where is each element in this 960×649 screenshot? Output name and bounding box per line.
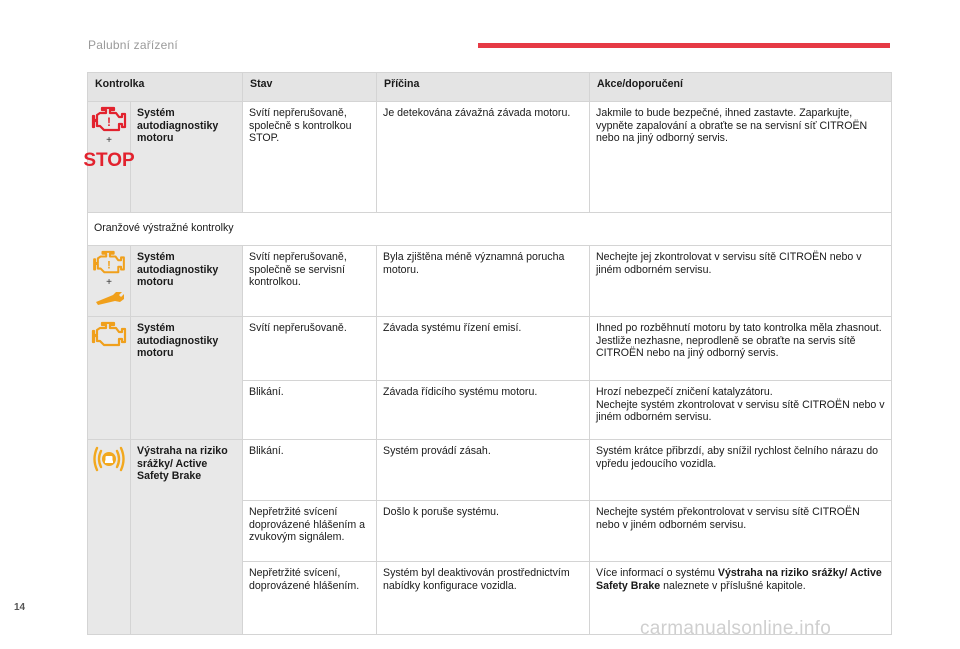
cell-stav: Svítí nepřerušovaně. xyxy=(243,317,377,381)
wrench-icon xyxy=(93,290,125,306)
warning-lights-table xyxy=(83,72,892,635)
svg-text:!: ! xyxy=(107,259,111,272)
stop-icon xyxy=(83,148,135,171)
collision-warning-icon xyxy=(91,444,127,474)
svg-text:!: ! xyxy=(107,115,111,129)
table-row xyxy=(88,440,892,501)
system-name: Systém autodiagnostiky motoru xyxy=(131,317,243,440)
system-name: Systém autodiagnostiky motoru xyxy=(131,246,243,317)
cell-akce: Nechejte jej zkontrolovat v servisu sítě CITROËN nebo v jiném odborném servisu. xyxy=(590,246,892,317)
cell-pricina: Systém byl deaktivován prostřednictvím nabídky konfigurace vozidla. xyxy=(377,562,590,635)
col-header-pricina: Příčina xyxy=(377,73,590,102)
svg-text:STOP: STOP xyxy=(83,150,135,171)
akce-bold-reference: Výstraha na riziko srážky/ Active Safety Brake xyxy=(596,567,882,592)
icon-cell xyxy=(83,102,135,213)
akce-line: Ihned po rozběhnutí motoru by tato kontrolka měla zhasnout. xyxy=(596,322,882,334)
table-row xyxy=(88,102,892,213)
cell-stav: Blikání. xyxy=(243,440,377,501)
table-row xyxy=(88,246,892,317)
engine-warning-icon xyxy=(92,106,126,134)
cell-pricina: Závada řídicího systému motoru. xyxy=(377,381,590,440)
cell-pricina: Je detekována závažná závada motoru. xyxy=(377,102,590,213)
cell-stav: Svítí nepřerušovaně, společně s kontrolkou STOP. xyxy=(243,102,377,213)
cell-akce: Jakmile to bude bezpečné, ihned zastavte. Zaparkujte, vypněte zapalování a obraťte se na servisní síť CITROËN nebo na jiný odborný servis. xyxy=(590,102,892,213)
section-band-label: Oranžové výstražné kontrolky xyxy=(88,213,892,246)
cell-akce xyxy=(590,317,892,381)
cell-pricina: Závada systému řízení emisí. xyxy=(377,317,590,381)
cell-stav: Nepřetržité svícení, doprovázené hlášením. xyxy=(243,562,377,635)
section-band-row xyxy=(88,213,892,246)
cell-akce: Nechejte systém překontrolovat v servisu sítě CITROËN nebo v jiném odborném servisu. xyxy=(590,501,892,562)
cell-pricina: Systém provádí zásah. xyxy=(377,440,590,501)
cell-pricina: Došlo k poruše systému. xyxy=(377,501,590,562)
icon-cell xyxy=(88,317,131,440)
plus-sign: + xyxy=(106,135,112,146)
akce-text: naleznete v příslušné kapitole. xyxy=(660,579,806,592)
cell-pricina: Byla zjištěna méně významná porucha motoru. xyxy=(377,246,590,317)
cell-stav: Blikání. xyxy=(243,381,377,440)
cell-stav: Nepřetržité svícení doprovázené hlášením a zvukovým signálem. xyxy=(243,501,377,562)
cell-akce: Systém krátce přibrzdí, aby snížil rychlost čelního nárazu do vpředu jedoucího vozidla. xyxy=(590,440,892,501)
system-name: Systém autodiagnostiky motoru xyxy=(131,102,243,213)
akce-line: Jestliže nezhasne, neprodleně se obraťte na servis sítě CITROËN nebo na jiný odborný servis. xyxy=(596,334,856,360)
icon-cell xyxy=(88,246,131,317)
plus-sign: + xyxy=(106,277,112,288)
akce-text: Více informací o systému xyxy=(596,567,718,579)
header-accent-bar xyxy=(478,43,890,48)
engine-warning-icon xyxy=(92,321,126,349)
table-header-row xyxy=(88,73,892,102)
watermark: carmanualsonline.info xyxy=(640,618,832,639)
col-header-stav: Stav xyxy=(243,73,377,102)
akce-line: Hrozí nebezpečí zničení katalyzátoru. xyxy=(596,386,773,398)
system-name: Výstraha na riziko srážky/ Active Safety Brake xyxy=(131,440,243,635)
cell-stav: Svítí nepřerušovaně, společně se servisní kontrolkou. xyxy=(243,246,377,317)
engine-warning-icon xyxy=(92,250,126,276)
table-row xyxy=(88,317,892,381)
page-number: 14 xyxy=(14,602,26,613)
col-header-akce: Akce/doporučení xyxy=(590,73,892,102)
icon-cell xyxy=(88,440,131,635)
cell-akce xyxy=(590,381,892,440)
akce-line: Nechejte systém zkontrolovat v servisu sítě CITROËN nebo v jiném odborném servisu. xyxy=(596,398,885,424)
col-header-kontrolka: Kontrolka xyxy=(88,73,243,102)
page-header-title: Palubní zařízení xyxy=(88,38,178,52)
